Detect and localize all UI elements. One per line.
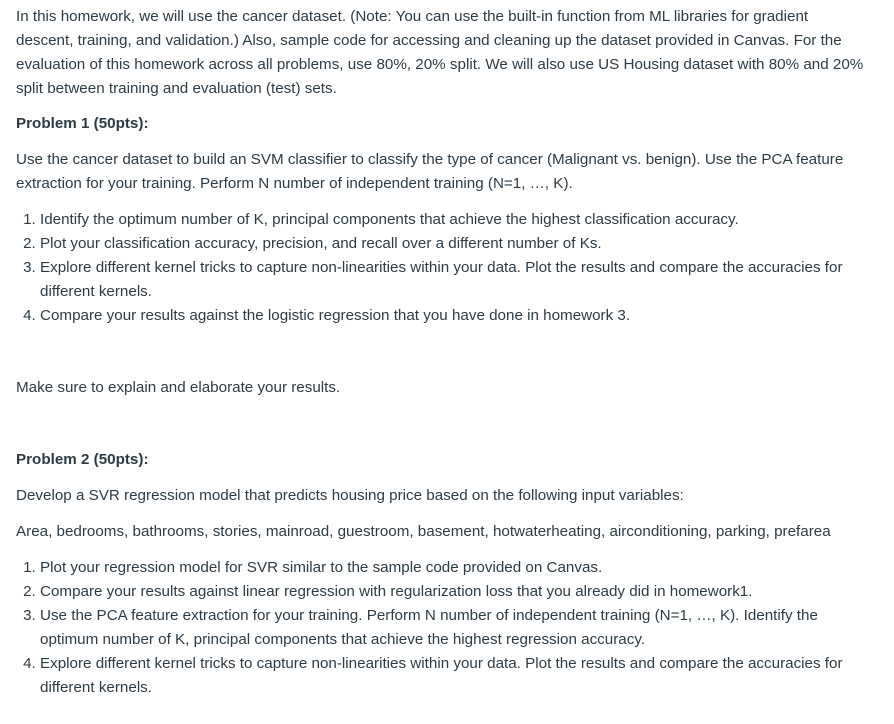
problem2-description: Develop a SVR regression model that predicts housing price based on the following input variables: xyxy=(16,487,684,504)
problem2-variables: Area, bedrooms, bathrooms, stories, mainroad, guestroom, basement, hotwaterheating, airconditioning, parking, prefarea xyxy=(16,523,831,540)
problem2-task-1: 1. Plot your regression model for SVR similar to the sample code provided on Canvas. xyxy=(40,556,868,580)
problem1-task-list xyxy=(16,208,868,328)
problem1-task-3: 3. Explore different kernel tricks to capture non-linearities within your data. Plot the results and compare the accuracies for different kernels. xyxy=(40,256,868,304)
problem2-task-3: 3. Use the PCA feature extraction for your training. Perform N number of independent training (N=1, …, K). Identify the optimum number of K, principal components that achieve the highest regression accuracy. xyxy=(40,604,868,652)
problem1-note: Make sure to explain and elaborate your results. xyxy=(16,379,341,396)
problem1-task-1: 1. Identify the optimum number of K, principal components that achieve the highest classification accuracy. xyxy=(40,208,868,232)
problem2-task-list xyxy=(16,556,868,700)
problem1-description: Use the cancer dataset to build an SVM classifier to classify the type of cancer (Malignant vs. benign). Use the PCA feature extraction for your training. Perform N number of independent training (N=1, …, K). xyxy=(16,151,844,192)
problem2-heading: Problem 2 (50pts): xyxy=(16,451,149,468)
intro-paragraph: In this homework, we will use the cancer dataset. (Note: You can use the built-in function from ML libraries for gradient descent, training, and validation.) Also, sample code for accessing and cleaning up the dataset provided in Canvas. For the evaluation of this homework across all problems, use 80%, 20% split. We will also use US Housing dataset with 80% and 20% split between training and evaluation (test) sets. xyxy=(16,8,864,97)
problem2-task-4: 4. Explore different kernel tricks to capture non-linearities within your data. Plot the results and compare the accuracies for different kernels. xyxy=(40,652,868,700)
problem1-heading: Problem 1 (50pts): xyxy=(16,115,149,132)
problem2-task-2: 2. Compare your results against linear regression with regularization loss that you already did in homework1. xyxy=(40,580,868,604)
problem1-task-4: 4. Compare your results against the logistic regression that you have done in homework 3. xyxy=(40,304,868,328)
problem1-task-2: 2. Plot your classification accuracy, precision, and recall over a different number of Ks. xyxy=(40,232,868,256)
